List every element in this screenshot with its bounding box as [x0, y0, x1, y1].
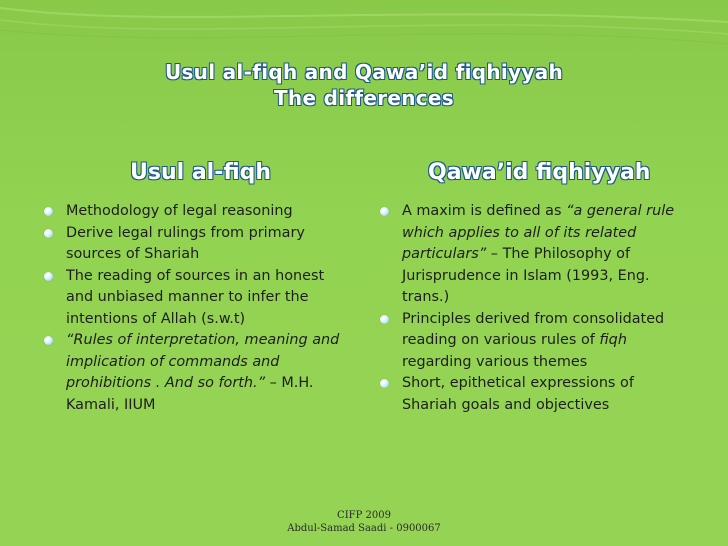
right-column-heading: Qawa’id fiqhiyyah [428, 160, 651, 185]
list-item-text: Short, epithetical expressions of Shariah goals and objectives [402, 375, 634, 413]
quote-attribution: – M.H. Kamali, IIUM [66, 375, 314, 413]
bullet-icon [380, 315, 389, 324]
bullet-icon [380, 379, 389, 388]
right-column-list [378, 201, 678, 416]
bullet-icon [44, 336, 53, 345]
slide-title: Usul al-fiqh and Qawa’id fiqhiyyah [164, 60, 564, 84]
list-item-text-prefix: A maxim is defined as [402, 203, 567, 219]
quote-text: “a general rule which applies to all of its related particulars” [402, 203, 675, 262]
list-item [42, 223, 352, 266]
list-item-text-suffix: regarding various themes [402, 353, 588, 370]
bullet-icon [44, 229, 53, 238]
quote-text: “Rules of interpretation, meaning and implication of commands and prohibitions . And so forth.” [66, 332, 340, 391]
bullet-icon [44, 272, 53, 281]
bullet-icon [44, 207, 53, 216]
list-item-text-prefix: Principles derived from consolidated reading on various rules of [402, 310, 665, 348]
left-column-heading: Usul al-fiqh [130, 160, 272, 185]
list-item [378, 309, 678, 374]
left-column-list [42, 201, 352, 416]
quote-attribution: – The Philosophy of Jurisprudence in Islam (1993, Eng. trans.) [402, 246, 650, 305]
list-item [42, 266, 352, 331]
emphasis-text: fiqh [599, 332, 627, 348]
list-item [378, 373, 678, 416]
list-item-text: Derive legal rulings from primary sources of Shariah [66, 224, 305, 262]
list-item-text: The reading of sources in an honest and unbiased manner to infer the intentions of Allah (s.w.t) [66, 267, 325, 327]
footer-course: CIFP 2009 [337, 510, 391, 521]
footer-author: Abdul-Samad Saadi - 0900067 [287, 523, 441, 534]
list-item [378, 201, 678, 309]
bullet-icon [380, 207, 389, 216]
list-item [42, 330, 352, 416]
list-item [42, 201, 352, 223]
list-item-text: Methodology of legal reasoning [66, 203, 293, 219]
slide-subtitle: The differences [273, 86, 455, 110]
